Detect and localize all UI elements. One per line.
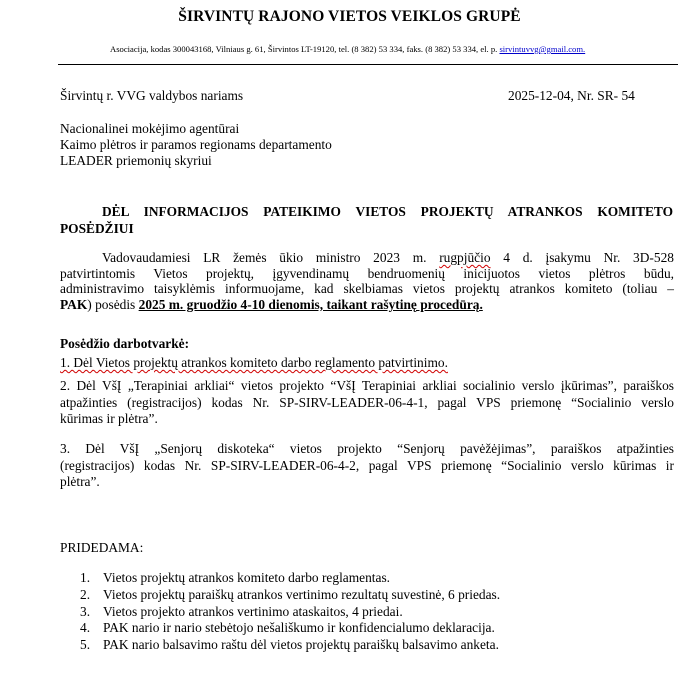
agenda-item-3	[60, 441, 674, 491]
email-link[interactable]: sirvintuvvg@gmail.com.	[499, 44, 586, 54]
agenda-text: plėtra”.	[60, 474, 100, 490]
agenda-text: 1. Dėl Vietos projektų atrankos komiteto darbo reglamento patvirtinimo.	[60, 355, 448, 370]
list-item	[80, 637, 500, 654]
body-text: ) posėdis	[87, 296, 136, 312]
list-item	[80, 570, 500, 587]
agenda-title: Posėdžio darbotvarkė:	[60, 336, 190, 351]
agenda-item-2	[60, 378, 674, 428]
item-number: 1.	[80, 570, 91, 585]
item-number: 2.	[80, 586, 91, 602]
list-item	[80, 604, 500, 621]
recipient-to: Širvintų r. VVG valdybos nariams	[60, 88, 244, 103]
item-text: Vietos projektų atrankos komiteto darbo reglamentas.	[103, 570, 391, 585]
item-number: 5.	[80, 637, 91, 653]
header-divider	[58, 64, 678, 65]
body-text: 4 d. įsakymu Nr. 3D-528	[503, 250, 674, 265]
attachments-list	[80, 570, 500, 654]
address-line: LEADER priemonių skyriui	[60, 153, 212, 168]
contact-details: Asociacija, kodas 300043168, Vilniaus g. 61, Širvintos LT-19120, tel. (8 382) 53 334, faks. (8 382) 53 334, el. p.	[110, 44, 498, 54]
agenda-text: atpažinties (registracijos) kodas Nr. SP-SIRV-LEADER-06-4-1, pagal VPS priemonę “Socialinio verslo	[60, 394, 674, 410]
item-text: Vietos projekto atrankos vertinimo ataskaitos, 4 priedai.	[103, 603, 403, 619]
agenda-text: (registracijos) kodas Nr. SP-SIRV-LEADER-06-4-2, pagal VPS priemonę “Socialinio verslo kūrimas ir	[60, 457, 674, 473]
item-number: 3.	[80, 603, 91, 619]
agenda-text: kūrimas ir plėtra”.	[60, 411, 158, 427]
address-line: Kaimo plėtros ir paramos regionams departamento	[60, 137, 332, 152]
list-item	[80, 620, 500, 637]
body-text: Vadovaudamiesi LR žemės ūkio ministro 2023 m.	[102, 250, 427, 265]
contact-line	[110, 44, 585, 54]
item-text: PAK nario balsavimo raštu dėl vietos projektų paraiškų balsavimo anketa.	[103, 637, 499, 653]
body-text: rugpjūčio	[439, 250, 491, 265]
subject-line-2: POSĖDŽIUI	[60, 221, 134, 236]
body-line-4	[60, 297, 674, 313]
date-reference: 2025-12-04, Nr. SR- 54	[508, 88, 635, 103]
meeting-dates: 2025 m. gruodžio 4-10 dienomis, taikant rašytinę procedūrą.	[138, 296, 483, 312]
document-subject	[60, 203, 673, 237]
body-line-1	[60, 250, 674, 266]
address-line: Nacionalinei mokėjimo agentūrai	[60, 121, 240, 136]
body-line-3: administravimo taisyklėmis informuojame, kad skelbiamas vietos projektų atrankos komiteto (toliau –	[60, 281, 674, 297]
body-paragraph	[60, 250, 674, 312]
pak-abbreviation: PAK	[60, 296, 88, 312]
subject-line-1: DĖL INFORMACIJOS PATEIKIMO VIETOS PROJEKTŲ ATRANKOS KOMITETO	[102, 204, 673, 219]
item-text: Vietos projektų paraiškų atrankos vertinimo rezultatų suvestinė, 6 priedas.	[103, 586, 501, 602]
agenda-item-1	[60, 355, 674, 372]
agenda-text: 2. Dėl VšĮ „Terapiniai arkliai“ vietos projekto “VšĮ Terapiniai arkliai socialinio verslo įkūrimas”, paraiškos	[60, 378, 674, 393]
body-line-2: patvirtintomis Vietos projektų, įgyvendinamų bendruomenių inicijuotos vietos plėtros būdu,	[60, 265, 674, 281]
attachments-title: PRIDEDAMA:	[60, 540, 144, 555]
agenda-text: 3. Dėl VšĮ „Senjorų diskoteka“ vietos projekto “Senjorų pavėžėjimas”, paraiškos atpažinties	[60, 441, 674, 456]
list-item	[80, 587, 500, 604]
organization-title: ŠIRVINTŲ RAJONO VIETOS VEIKLOS GRUPĖ	[178, 8, 521, 25]
item-text: PAK nario ir nario stebėtojo nešališkumo ir konfidencialumo deklaracija.	[103, 620, 495, 636]
item-number: 4.	[80, 620, 91, 636]
